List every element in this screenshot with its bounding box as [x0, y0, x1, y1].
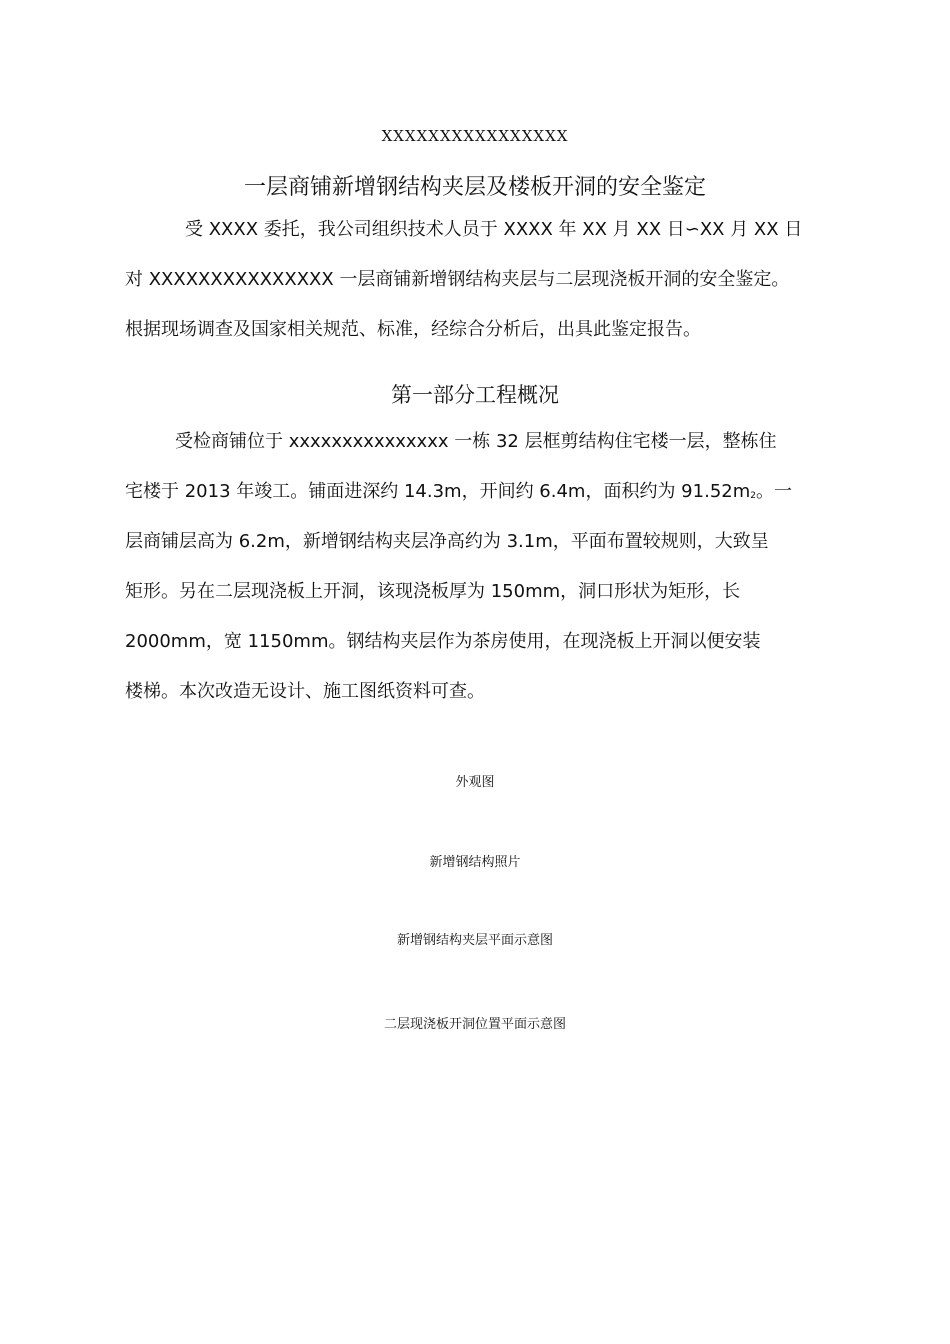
- overview-line-2: 宅楼于 2013 年竣工。铺面进深约 14.3m，开间约 6.4m，面积约为 $91.52m_2$。一: [125, 481, 792, 502]
- intro-line-1: 受 XXXX 委托，我公司组织技术人员于 XXXX 年 XX 月 XX 日∽XX 月 XX 日: [185, 219, 803, 240]
- caption-exterior-view: 外观图: [455, 775, 495, 790]
- overview-line-3: 层商铺层高为 6.2m，新增钢结构夹层净高约为 3.1m，平面布置较规则，大致呈: [125, 531, 769, 552]
- caption-mezzanine-plan: 新增钢结构夹层平面示意图: [396, 933, 553, 948]
- section-title: 第一部分工程概况: [391, 383, 559, 407]
- overview-line-1: 受检商铺位于 xxxxxxxxxxxxxxx 一栋 32 层框剪结构住宅楼一层，整栋住: [175, 431, 777, 452]
- document-title: 一层商铺新增钢结构夹层及楼板开洞的安全鉴定: [243, 175, 706, 200]
- overview-line-5: 2000mm，宽 1150mm。钢结构夹层作为茶房使用，在现浇板上开洞以便安装: [125, 631, 761, 652]
- intro-line-3: 根据现场调查及国家相关规范、标准，经综合分析后，出具此鉴定报告。: [125, 319, 701, 340]
- intro-line-2: 对 XXXXXXXXXXXXXXX 一层商铺新增钢结构夹层与二层现浇板开洞的安全鉴定。: [125, 269, 790, 290]
- superscript-unit: 2: [750, 491, 756, 501]
- document-code: XXXXXXXXXXXXXXXX: [381, 127, 569, 145]
- overview-line-4: 矩形。另在二层现浇板上开洞，该现浇板厚为 150mm，洞口形状为矩形，长: [125, 581, 741, 602]
- caption-opening-plan: 二层现浇板开洞位置平面示意图: [383, 1017, 566, 1032]
- caption-steel-structure-photo: 新增钢结构照片: [429, 855, 521, 870]
- overview-line-6: 楼梯。本次改造无设计、施工图纸资料可查。: [125, 681, 485, 702]
